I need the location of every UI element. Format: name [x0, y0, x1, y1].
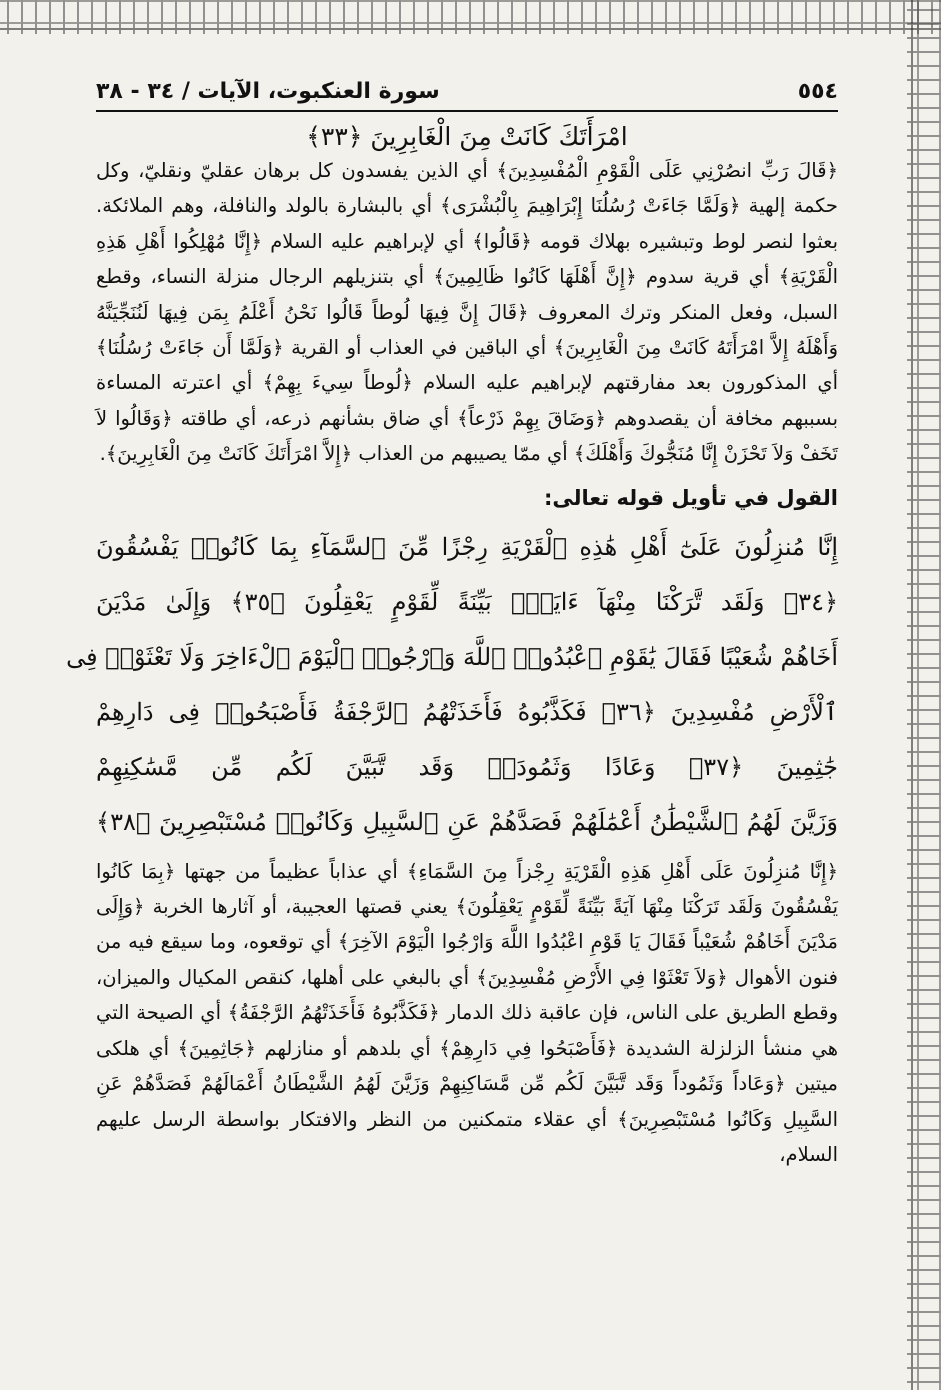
decorative-border-top [0, 0, 941, 34]
page-number: ٥٥٤ [797, 79, 838, 104]
commentary-paragraph-2 [96, 854, 838, 1173]
paragraph-text: ﴿إِنَّا مُنزِلُونَ عَلَى أَهْلِ هَذِهِ الْقَرْيَةِ رِجْزاً مِنَ السَّمَاءِ﴾ أي عذاباً عظيماً من جهتها ﴿بِمَا كَانُوا يَفْسُقُونَ وَلَقَد تَرَكْنَا مِنْهَا آيَةً بَيِّنَةً لِّقَوْمٍ يَعْقِلُونَ﴾ يعني قصتها العجيبة، أو آثارها الخربة ﴿وَإِلَى مَدْيَنَ أَخَاهُمْ شُعَيْباً فَقَالَ يَا قَوْمِ اعْبُدُوا اللَّهَ وَارْجُوا الْيَوْمَ الآخِرَ﴾ أي توقعوه، وما سيقع فيه من فنون الأهوال ﴿وَلاَ تَعْثَوْا فِي الأَرْضِ مُفْسِدِينَ﴾ أي بالبغي على أهلها، كنقص المكيال والميزان، وقطع الطريق على الناس، فإن عاقبة ذلك الدمار ﴿فَكَذَّبُوهُ فَأَخَذَتْهُمُ الرَّجْفَةُ﴾ أي الصيحة التي هي منشأ الزلزلة الشديدة ﴿فَأَصْبَحُوا فِي دَارِهِمْ﴾ أي بلدهم أو منازلهم ﴿جَاثِمِينَ﴾ أي هلكى ميتين ﴿وَعَاداً وَثَمُوداً وَقَد تَّبَيَّنَ لَكُم مِّن مَّسَاكِنِهِمْ وَزَيَّنَ لَهُمُ الشَّيْطَانُ أَعْمَالَهُمْ فَصَدَّهُمْ عَنِ السَّبِيلِ وَكَانُوا مُسْتَبْصِرِينَ﴾ أي عقلاء متمكنين من النظر والافتكار بواسطة الرسل عليهم السلام، [96, 859, 838, 1166]
section-heading: القول في تأويل قوله تعالى: [544, 485, 838, 510]
verse-line: إِنَّا مُنزِلُونَ عَلَىٰٓ أَهْلِ هَٰذِهِ ٱلْقَرْيَةِ رِجْزًا مِّنَ ٱلسَّمَآءِ بِمَا كَانُوا۟ يَفْسُقُونَ [96, 532, 838, 561]
decorative-border-right [907, 0, 941, 1390]
verse-line: جَٰثِمِينَ ﴿٣٧﴾ وَعَادًا وَثَمُودَا۟ وَقَد تَّبَيَّنَ لَكُم مِّن مَّسَٰكِنِهِمْ [96, 752, 838, 781]
running-title: سورة العنكبوت، الآيات / ٣٤ - ٣٨ [96, 79, 440, 104]
quran-verses-block [66, 520, 839, 854]
page-header [96, 62, 838, 112]
commentary-paragraph-1 [96, 153, 838, 472]
verse-line: ٱلْأَرْضِ مُفْسِدِينَ ﴿٣٦﴾ فَكَذَّبُوهُ فَأَخَذَتْهُمُ ٱلرَّجْفَةُ فَأَصْبَحُوا۟ فِى دَارِهِمْ [96, 697, 838, 726]
verse-line: ﴿٣٤﴾ وَلَقَد تَّرَكْنَا مِنْهَآ ءَايَةًۢ بَيِّنَةً لِّقَوْمٍ يَعْقِلُونَ ﴿٣٥﴾ وَإِلَىٰ مَدْيَنَ [96, 587, 839, 616]
paragraph-text: ﴿قَالَ رَبِّ انصُرْنِي عَلَى الْقَوْمِ الْمُفْسِدِينَ﴾ أي الذين يفسدون كل برهان عقليّ ونقليّ، وكل حكمة إلهية ﴿وَلَمَّا جَاءَتْ رُسُلُنَا إِبْرَاهِيمَ بِالْبُشْرَى﴾ أي بالبشارة بالولد والنافلة، وهم الملائكة. بعثوا لنصر لوط وتبشيره بهلاك قومه ﴿قَالُوا﴾ أي لإبراهيم عليه السلام ﴿إِنَّا مُهْلِكُوا أَهْلِ هَذِهِ الْقَرْيَةِ﴾ أي قرية سدوم ﴿إِنَّ أَهْلَهَا كَانُوا ظَالِمِينَ﴾ أي بتنزيلهم الرجال منزلة النساء، وقطع السبل، وفعل المنكر وترك المعروف ﴿قَالَ إِنَّ فِيهَا لُوطاً قَالُوا نَحْنُ أَعْلَمُ بِمَن فِيهَا لَنُنَجِّيَنَّهُ وَأَهْلَهُ إِلاَّ امْرَأَتَهُ كَانَتْ مِنَ الْغَابِرِينَ﴾ أي الباقين في العذاب أو القرية ﴿وَلَمَّا أَن جَاءَتْ رُسُلُنَا﴾ أي المذكورون بعد مفارقتهم لإبراهيم عليه السلام ﴿لُوطاً سِيءَ بِهِمْ﴾ أي اعترته المساءة بسببهم مخافة أن يقصدوهم ﴿وَضَاقَ بِهِمْ ذَرْعاً﴾ أي ضاق بشأنهم ذرعه، أي طاقته ﴿وَقَالُوا لاَ تَخَفْ وَلاَ تَحْزَنْ إِنَّا مُنَجُّوكَ وَأَهْلَكَ﴾ أي ممّا يصيبهم من العذاب ﴿إِلاَّ امْرَأَتَكَ كَانَتْ مِنَ الْغَابِرِينَ﴾. [96, 159, 838, 466]
verse-line: وَزَيَّنَ لَهُمُ ٱلشَّيْطَٰنُ أَعْمَٰلَهُمْ فَصَدَّهُمْ عَنِ ٱلسَّبِيلِ وَكَانُوا۟ مُسْتَبْصِرِينَ ﴿٣٨﴾ [96, 807, 838, 836]
quran-verse-line: امْرَأَتَكَ كَانَتْ مِنَ الْغَابِرِينَ ﴿٣٣﴾ [306, 122, 628, 151]
verse-line: أَخَاهُمْ شُعَيْبًا فَقَالَ يَٰقَوْمِ ٱعْبُدُوا۟ ٱللَّهَ وَٱرْجُوا۟ ٱلْيَوْمَ ٱلْءَاخِرَ وَلَا تَعْثَوْا۟ فِى [66, 642, 838, 671]
book-page [66, 62, 839, 1362]
